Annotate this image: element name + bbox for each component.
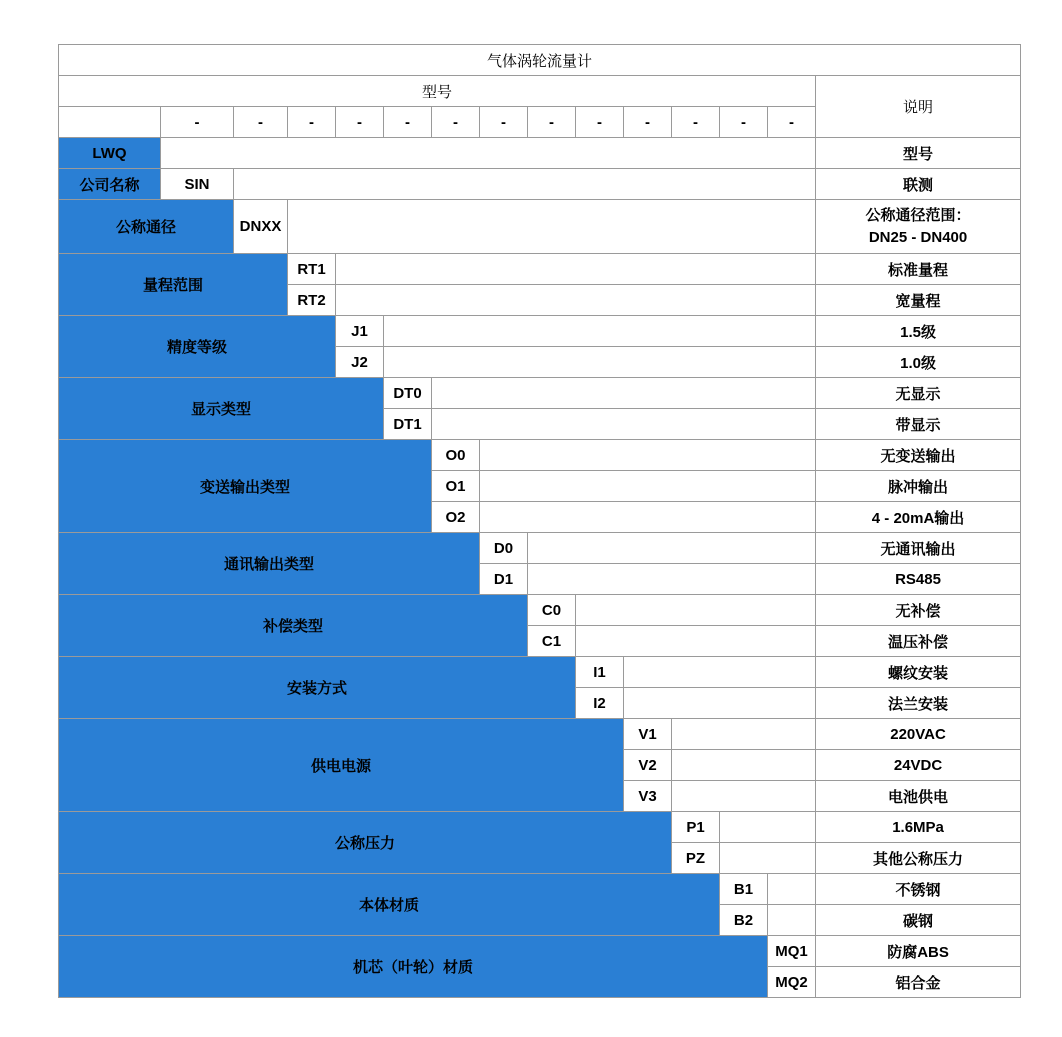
code-cell-v2: V2 xyxy=(624,750,672,781)
table-row xyxy=(59,657,1021,688)
desc-cell: 220VAC xyxy=(816,719,1021,750)
desc-cell: RS485 xyxy=(816,564,1021,595)
desc-cell: 1.6MPa xyxy=(816,812,1021,843)
desc-cell: 其他公称压力 xyxy=(816,843,1021,874)
desc-cell: 不锈钢 xyxy=(816,874,1021,905)
dash-cell: - xyxy=(288,107,336,138)
dash-cell: - xyxy=(384,107,432,138)
dash-cell: - xyxy=(528,107,576,138)
code-cell-empty xyxy=(480,440,816,471)
table-row xyxy=(59,936,1021,967)
group-label-comm-output: 通讯输出类型 xyxy=(59,533,480,595)
code-cell-mq1: MQ1 xyxy=(768,936,816,967)
table-row xyxy=(59,595,1021,626)
code-cell-empty xyxy=(480,471,816,502)
code-cell-empty xyxy=(576,595,816,626)
table-row xyxy=(59,316,1021,347)
table-row xyxy=(59,812,1021,843)
code-cell-dt0: DT0 xyxy=(384,378,432,409)
desc-cell: 电池供电 xyxy=(816,781,1021,812)
code-cell-i2: I2 xyxy=(576,688,624,719)
dash-cell: - xyxy=(480,107,528,138)
desc-cell: 联测 xyxy=(816,169,1021,200)
desc-cell: 防腐ABS xyxy=(816,936,1021,967)
desc-cell: 无变送输出 xyxy=(816,440,1021,471)
desc-cell: 无通讯输出 xyxy=(816,533,1021,564)
desc-line-2: DN25 - DN400 xyxy=(868,228,968,246)
code-cell-v3: V3 xyxy=(624,781,672,812)
code-cell-dt1: DT1 xyxy=(384,409,432,440)
group-label-display-type: 显示类型 xyxy=(59,378,384,440)
desc-cell: 宽量程 xyxy=(816,285,1021,316)
desc-cell: 法兰安装 xyxy=(816,688,1021,719)
dash-cell: - xyxy=(576,107,624,138)
desc-cell: 带显示 xyxy=(816,409,1021,440)
code-cell-sin: SIN xyxy=(161,169,234,200)
code-cell-j2: J2 xyxy=(336,347,384,378)
dash-cell: - xyxy=(720,107,768,138)
code-cell-pz: PZ xyxy=(672,843,720,874)
model-header-label: 型号 xyxy=(59,76,816,107)
code-cell-i1: I1 xyxy=(576,657,624,688)
group-label-installation: 安装方式 xyxy=(59,657,576,719)
code-cell-empty xyxy=(624,688,816,719)
desc-cell: 24VDC xyxy=(816,750,1021,781)
code-cell-empty xyxy=(576,626,816,657)
product-model-selection-table xyxy=(58,44,1021,998)
code-cell-empty xyxy=(528,564,816,595)
code-cell-c0: C0 xyxy=(528,595,576,626)
code-cell-c1: C1 xyxy=(528,626,576,657)
code-cell-empty xyxy=(432,378,816,409)
group-label-impeller-material: 机芯（叶轮）材质 xyxy=(59,936,768,998)
code-cell-dnxx: DNXX xyxy=(234,200,288,254)
desc-cell: 无显示 xyxy=(816,378,1021,409)
code-cell-empty xyxy=(672,781,816,812)
desc-cell: 螺纹安装 xyxy=(816,657,1021,688)
dash-cell: - xyxy=(624,107,672,138)
code-cell-empty xyxy=(432,409,816,440)
code-cell-empty xyxy=(161,138,816,169)
code-cell-mq2: MQ2 xyxy=(768,967,816,998)
table-row xyxy=(59,254,1021,285)
desc-cell: 脉冲输出 xyxy=(816,471,1021,502)
code-cell-empty xyxy=(672,750,816,781)
page-title: 气体涡轮流量计 xyxy=(59,45,1021,76)
table-title-row xyxy=(59,45,1021,76)
code-cell-b2: B2 xyxy=(720,905,768,936)
group-label-body-material: 本体材质 xyxy=(59,874,720,936)
dash-cell: - xyxy=(768,107,816,138)
code-cell-empty xyxy=(624,657,816,688)
description-header-label: 说明 xyxy=(816,76,1021,138)
table-row xyxy=(59,874,1021,905)
table-row xyxy=(59,440,1021,471)
table-row xyxy=(59,719,1021,750)
code-cell-p1: P1 xyxy=(672,812,720,843)
code-cell-b1: B1 xyxy=(720,874,768,905)
code-cell-o0: O0 xyxy=(432,440,480,471)
code-cell-empty xyxy=(384,316,816,347)
table-row xyxy=(59,169,1021,200)
code-cell-o1: O1 xyxy=(432,471,480,502)
group-label-nominal-pressure: 公称压力 xyxy=(59,812,672,874)
code-cell-empty xyxy=(480,502,816,533)
code-cell-empty xyxy=(288,200,816,254)
code-cell-empty xyxy=(234,169,816,200)
code-cell-d1: D1 xyxy=(480,564,528,595)
code-cell-empty xyxy=(384,347,816,378)
desc-cell: 标准量程 xyxy=(816,254,1021,285)
code-cell-rt2: RT2 xyxy=(288,285,336,316)
code-cell-rt1: RT1 xyxy=(288,254,336,285)
table-row xyxy=(59,200,1021,254)
desc-cell: 4 - 20mA输出 xyxy=(816,502,1021,533)
group-label-transmit-output: 变送输出类型 xyxy=(59,440,432,533)
table-row xyxy=(59,533,1021,564)
code-cell-empty xyxy=(768,905,816,936)
group-label-compensation: 补偿类型 xyxy=(59,595,528,657)
group-label-power-supply: 供电电源 xyxy=(59,719,624,812)
table-header-row xyxy=(59,76,1021,107)
code-cell-o2: O2 xyxy=(432,502,480,533)
code-cell-v1: V1 xyxy=(624,719,672,750)
code-cell-j1: J1 xyxy=(336,316,384,347)
code-cell-empty xyxy=(672,719,816,750)
group-label-accuracy: 精度等级 xyxy=(59,316,336,378)
code-cell-empty xyxy=(528,533,816,564)
dash-cell: - xyxy=(432,107,480,138)
group-label-range: 量程范围 xyxy=(59,254,288,316)
group-label-nominal-diameter: 公称通径 xyxy=(59,200,234,254)
table-row xyxy=(59,378,1021,409)
dash-cell: - xyxy=(234,107,288,138)
dash-cell-spacer xyxy=(59,107,161,138)
code-cell-empty xyxy=(768,874,816,905)
code-cell-empty xyxy=(336,285,816,316)
dash-cell: - xyxy=(161,107,234,138)
group-label-company: 公司名称 xyxy=(59,169,161,200)
desc-cell: 1.5级 xyxy=(816,316,1021,347)
group-label-lwq: LWQ xyxy=(59,138,161,169)
desc-cell-nominal-diameter xyxy=(816,200,1021,254)
dash-cell: - xyxy=(672,107,720,138)
code-cell-empty xyxy=(336,254,816,285)
code-cell-empty xyxy=(720,843,816,874)
code-cell-d0: D0 xyxy=(480,533,528,564)
desc-cell: 无补偿 xyxy=(816,595,1021,626)
desc-cell: 1.0级 xyxy=(816,347,1021,378)
desc-cell: 碳钢 xyxy=(816,905,1021,936)
desc-cell: 温压补偿 xyxy=(816,626,1021,657)
dash-cell: - xyxy=(336,107,384,138)
desc-cell: 型号 xyxy=(816,138,1021,169)
desc-cell: 铝合金 xyxy=(816,967,1021,998)
desc-line-1: 公称通径范围： xyxy=(865,206,971,224)
table-row xyxy=(59,138,1021,169)
code-cell-empty xyxy=(720,812,816,843)
